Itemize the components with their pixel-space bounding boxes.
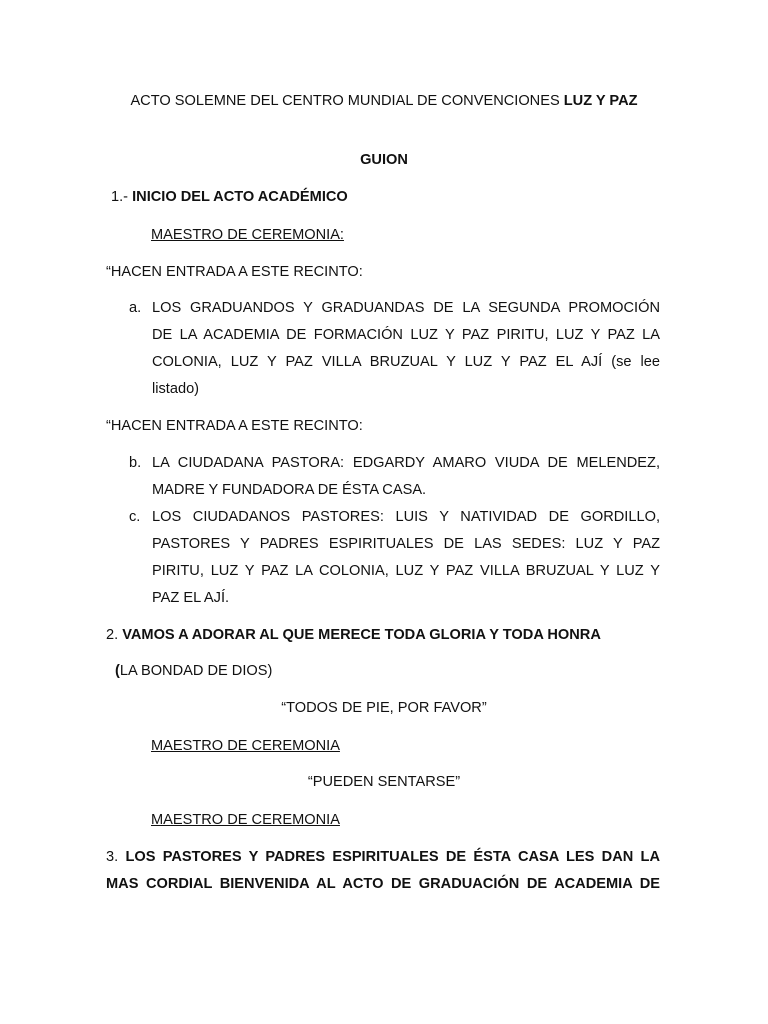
section3-number: 3. [106, 849, 126, 865]
item-a-line-2: DE LA ACADEMIA DE FORMACIÓN LUZ Y PAZ PIRITU, LUZ Y PAZ LA [152, 327, 660, 343]
section2-stand: “TODOS DE PIE, POR FAVOR” [281, 700, 487, 716]
section2-master-2: MAESTRO DE CEREMONIA [151, 812, 340, 828]
section1-entry2: “HACEN ENTRADA A ESTE RECINTO: [106, 418, 363, 434]
section2-song [115, 662, 272, 680]
item-c-line-2: PASTORES Y PADRES ESPIRITUALES DE LAS SEDES: LUZ Y PAZ [152, 536, 660, 552]
section2-master-1: MAESTRO DE CEREMONIA [151, 738, 340, 754]
section2-sit: “PUEDEN SENTARSE” [307, 774, 461, 790]
section1-heading [111, 188, 348, 206]
section3-text-1: LOS PASTORES Y PADRES ESPIRITUALES DE ÉSTA CASA LES DAN LA [125, 849, 660, 865]
section2-title: VAMOS A ADORAR AL QUE MERECE TODA GLORIA Y TODA HONRA [122, 627, 601, 643]
title-prefix: ACTO SOLEMNE DEL CENTRO MUNDIAL DE CONVENCIONES [130, 93, 564, 109]
section1-number: 1.- [111, 189, 133, 205]
item-b-marker: b. [129, 455, 142, 471]
item-a-line-4: listado) [152, 381, 200, 397]
title-bold: LUZ Y PAZ [563, 93, 638, 109]
document-title [0, 92, 768, 110]
item-a-line-1: LOS GRADUANDOS Y GRADUANDAS DE LA SEGUNDA PROMOCIÓN [152, 300, 660, 316]
song-title: LA BONDAD DE DIOS) [119, 663, 273, 679]
song-paren: ( [115, 663, 120, 679]
document-subtitle: GUION [360, 152, 408, 168]
item-a-line-3: COLONIA, LUZ Y PAZ VILLA BRUZUAL Y LUZ Y PAZ EL AJÍ (se lee [152, 354, 660, 370]
item-c-line-1: LOS CIUDADANOS PASTORES: LUIS Y NATIVIDAD DE GORDILLO, [152, 509, 660, 525]
item-c-line-3: PIRITU, LUZ Y PAZ LA COLONIA, LUZ Y PAZ VILLA BRUZUAL Y LUZ Y [152, 563, 660, 579]
section2-number: 2. [106, 627, 123, 643]
section2-heading [106, 626, 601, 644]
item-b-line-2: MADRE Y FUNDADORA DE ÉSTA CASA. [152, 482, 427, 498]
item-c-line-4: PAZ EL AJÍ. [152, 590, 230, 606]
section1-master: MAESTRO DE CEREMONIA: [151, 227, 344, 243]
item-c-marker: c. [129, 509, 141, 525]
section3-line-1 [106, 848, 660, 866]
item-a-marker: a. [129, 300, 142, 316]
item-b-line-1: LA CIUDADANA PASTORA: EDGARDY AMARO VIUDA DE MELENDEZ, [152, 455, 660, 471]
section1-title: INICIO DEL ACTO ACADÉMICO [132, 189, 348, 205]
section1-entry1: “HACEN ENTRADA A ESTE RECINTO: [106, 264, 363, 280]
section3-line-2: MAS CORDIAL BIENVENIDA AL ACTO DE GRADUACIÓN DE ACADEMIA DE [106, 876, 660, 892]
